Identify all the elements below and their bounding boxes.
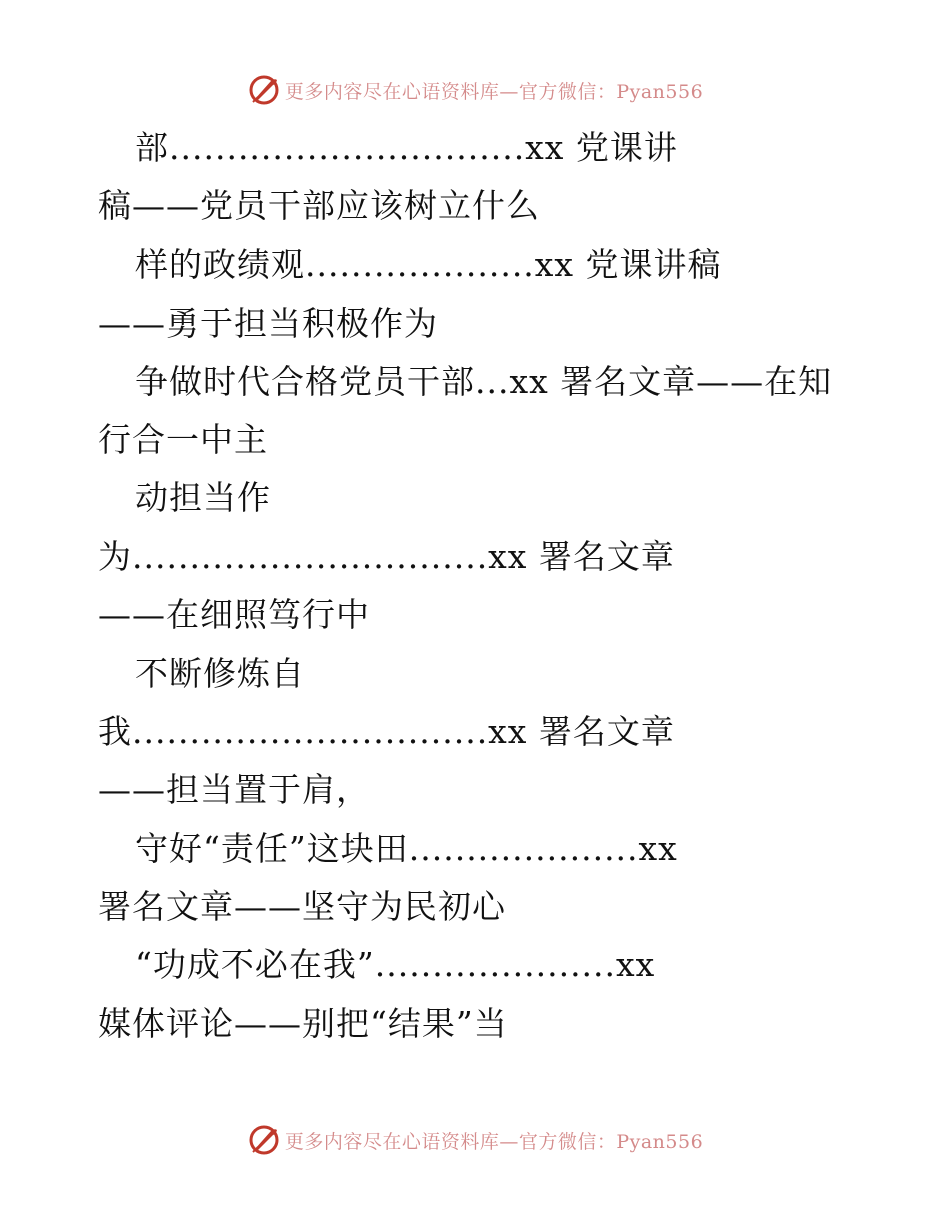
header-banner-text: 更多内容尽在心语资料库—官方微信：Pyan556	[284, 80, 704, 103]
quill-logo-icon	[247, 73, 281, 107]
toc-line: 稿——党员干部应该树立什么	[98, 186, 540, 225]
toc-line: ——勇于担当积极作为	[98, 304, 438, 343]
toc-line: 署名文章——坚守为民初心	[98, 887, 506, 926]
toc-line: 部...............................xx 党课讲	[135, 128, 678, 167]
toc-line: ——担当置于肩，	[98, 770, 370, 809]
footer-banner-text: 更多内容尽在心语资料库—官方微信：Pyan556	[284, 1130, 704, 1153]
toc-line: 争做时代合格党员干部...xx 署名文章——在知	[135, 362, 833, 401]
toc-line: 媒体评论——别把“结果”当	[98, 1004, 508, 1043]
toc-line: 守好“责任”这块田....................xx	[135, 829, 678, 868]
toc-line: “功成不必在我”.....................xx	[135, 945, 656, 984]
quill-logo-icon	[247, 1123, 281, 1157]
toc-line: 为...............................xx 署名文章	[98, 537, 675, 576]
header-banner	[0, 70, 950, 110]
toc-line: 行合一中主	[98, 420, 268, 459]
toc-line: 样的政绩观....................xx 党课讲稿	[135, 245, 722, 284]
toc-line: 动担当作	[135, 478, 271, 517]
toc-line: ——在细照笃行中	[98, 595, 370, 634]
footer-banner	[0, 1120, 950, 1160]
toc-line: 不断修炼自	[135, 654, 305, 693]
toc-line: 我...............................xx 署名文章	[98, 712, 675, 751]
